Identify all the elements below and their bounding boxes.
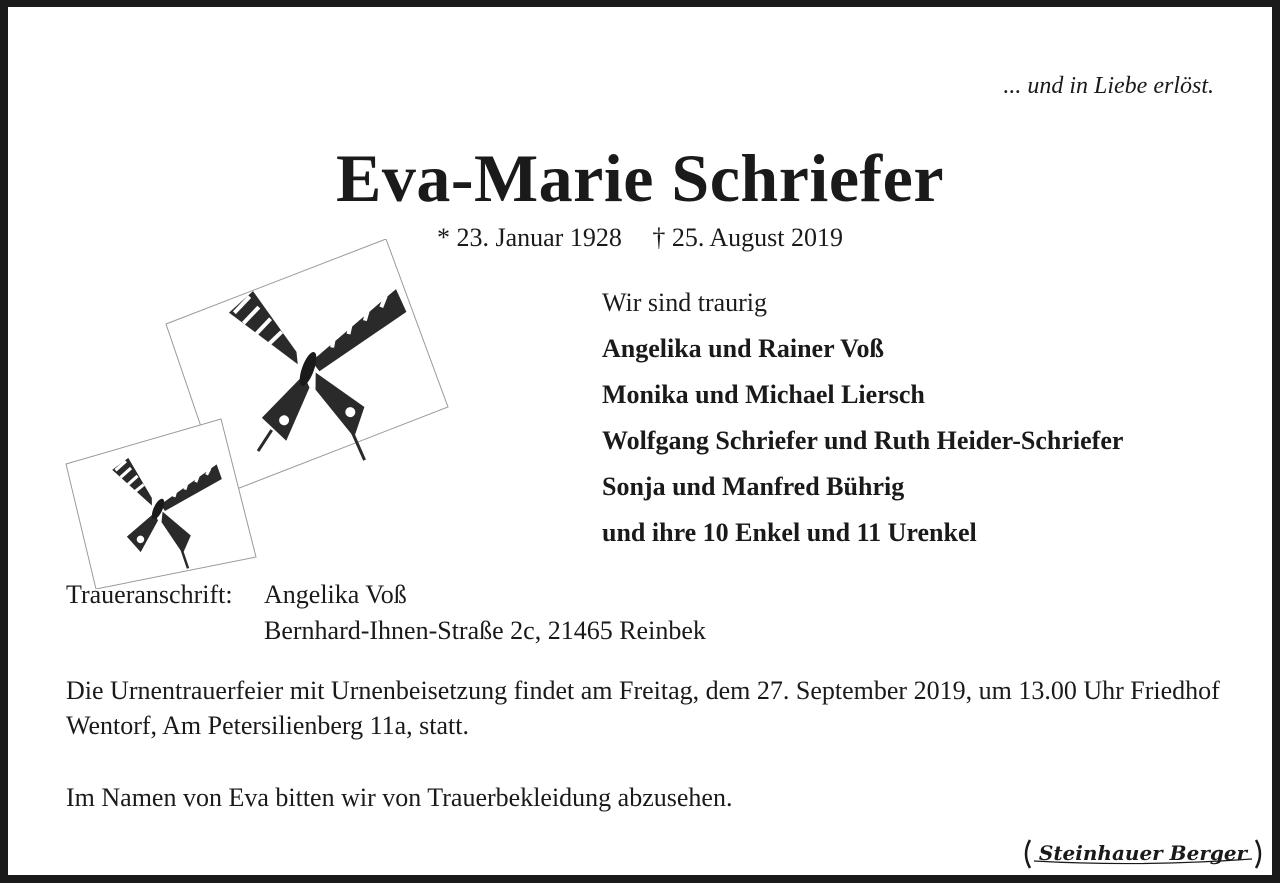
mourner-name: Angelika und Rainer Voß bbox=[602, 334, 885, 363]
butterfly-illustration bbox=[56, 239, 456, 589]
svg-text:Steinhauer Berger: Steinhauer Berger bbox=[1038, 841, 1248, 865]
death-date: † 25. August 2019 bbox=[652, 223, 844, 252]
address-name: Angelika Voß bbox=[264, 580, 407, 609]
mourners-intro: Wir sind traurig bbox=[602, 288, 768, 317]
butterfly-card-small bbox=[66, 419, 256, 589]
mourner-name: Wolfgang Schriefer und Ruth Heider-Schriefer bbox=[602, 426, 1124, 455]
deceased-name: Eva-Marie Schriefer bbox=[335, 140, 945, 216]
mourners-list bbox=[602, 285, 1123, 561]
mourning-address bbox=[66, 577, 706, 649]
funeral-home-logo bbox=[1020, 837, 1266, 871]
mourner-name: und ihre 10 Enkel und 11 Urenkel bbox=[602, 518, 977, 547]
ceremony-text: Die Urnentrauerfeier mit Urnenbeisetzung findet am Freitag, dem 27. September 2019, um 13.00 Uhr Friedhof Wentorf, Am Petersilienberg 11a, statt. bbox=[66, 676, 1220, 740]
address-street: Bernhard-Ihnen-Straße 2c, 21465 Reinbek bbox=[264, 616, 706, 645]
address-label: Traueranschrift: bbox=[66, 580, 233, 609]
clothing-note: Im Namen von Eva bitten wir von Trauerbekleidung abzusehen. bbox=[66, 783, 733, 812]
motto: ... und in Liebe erlöst. bbox=[1003, 73, 1214, 99]
obituary-notice bbox=[8, 7, 1272, 875]
mourner-name: Sonja und Manfred Bührig bbox=[602, 472, 905, 501]
mourner-name: Monika und Michael Liersch bbox=[602, 380, 925, 409]
birth-date: * 23. Januar 1928 bbox=[436, 223, 622, 252]
